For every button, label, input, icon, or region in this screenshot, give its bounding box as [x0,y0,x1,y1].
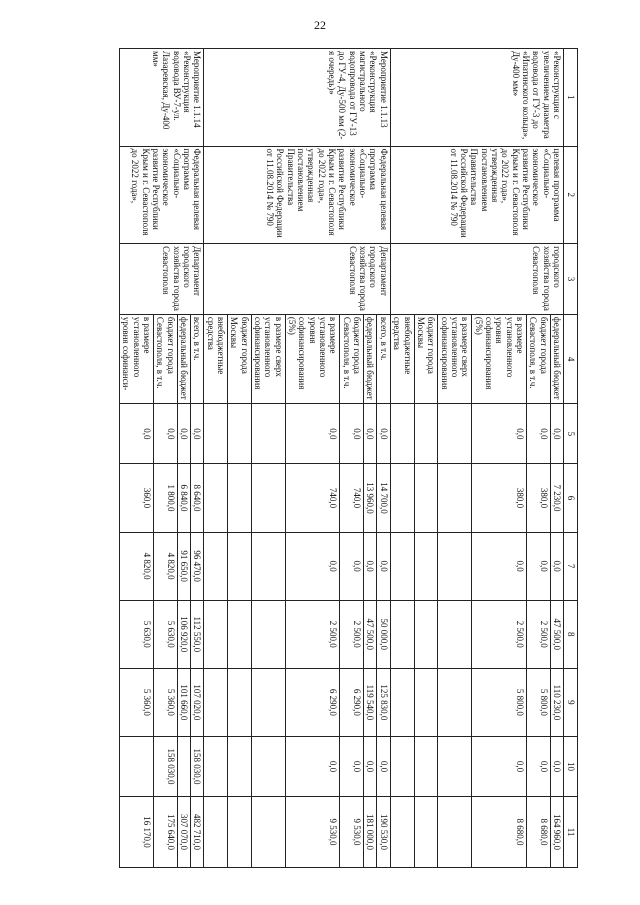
table-row [377,49,390,868]
funding-source-cell: бюджет города Москвы [228,314,252,404]
total-cell: 164 960,0 [550,797,563,868]
value-cell: 0,0 [153,404,177,464]
value-cell: 360,0 [119,464,153,532]
measure-name-cell: Мероприятие 1.1.14 «Реконструкция водовода ВУ-7-ул. Лазаревская, Ду-400 мм» [119,49,203,147]
executor-cell: городского хозяйства города Севастополя [390,244,563,315]
value-cell: 2 500,0 [285,600,340,668]
value-cell [438,600,472,668]
executor-cell: Департамент городского хозяйства города Севастополя [204,244,391,315]
program-cell: целевая программа «Социально-экономическое развитие Республики Крым и г. Севастополя до 2022 года», утвержденная постановлением Правительства Российской Федерации от 11.08.2014 № 790 [390,146,563,244]
value-cell [251,736,285,796]
funding-source-cell: в размере сверх установленного софинансирования [251,314,285,404]
column-number-row [564,49,578,868]
total-cell: 175 640,0 [153,797,177,868]
value-cell: 0,0 [364,404,377,464]
value-cell [228,600,252,668]
value-cell: 0,0 [472,404,527,464]
value-cell [390,532,414,600]
value-cell [438,736,472,796]
value-cell: 0,0 [550,404,563,464]
table-row [191,49,204,868]
value-cell: 110 230,0 [550,668,563,736]
table-body [119,49,563,868]
funding-source-cell: внебюджетные средства [204,314,228,404]
total-cell: 9 530,0 [340,797,364,868]
value-cell: 4 820,0 [119,532,153,600]
total-cell: 9 530,0 [285,797,340,868]
value-cell: 0,0 [119,404,153,464]
value-cell [228,404,252,464]
funding-source-cell: бюджет города Севастополя, в т.ч. [526,314,550,404]
value-cell [228,736,252,796]
value-cell: 380,0 [472,464,527,532]
value-cell: 0,0 [526,736,550,796]
value-cell [251,464,285,532]
funding-source-cell: бюджет города Севастополя, в т.ч. [340,314,364,404]
value-cell [414,668,438,736]
value-cell: 0,0 [377,736,390,796]
value-cell: 8 640,0 [191,464,204,532]
value-cell: 2 500,0 [340,600,364,668]
value-cell: 1 800,0 [153,464,177,532]
value-cell: 0,0 [472,532,527,600]
value-cell: 0,0 [526,532,550,600]
value-cell [177,736,190,796]
funding-source-cell: в размере установленного уровня софинансирования (5%) [285,314,340,404]
value-cell: 2 500,0 [472,600,527,668]
value-cell [390,736,414,796]
total-cell [390,797,414,868]
funding-source-cell: в размере сверх установленного софинансирования [438,314,472,404]
total-cell: 482 710,0 [191,797,204,868]
value-cell: 91 650,0 [177,532,190,600]
page-number: 22 [314,18,326,32]
value-cell: 0,0 [472,736,527,796]
value-cell: 2 500,0 [526,600,550,668]
value-cell: 0,0 [364,532,377,600]
value-cell: 119 540,0 [364,668,377,736]
value-cell: 50 000,0 [377,600,390,668]
value-cell: 158 030,0 [191,736,204,796]
value-cell [414,404,438,464]
value-cell [204,668,228,736]
value-cell [390,668,414,736]
value-cell: 5 800,0 [472,668,527,736]
column-number: 4 [564,314,578,404]
measure-name-cell: «Реконструкция с увеличением диаметра водовода от ГУ-3 до «Ипатинского кольца», Ду-400 мм» [390,49,563,147]
total-cell: 8 680,0 [472,797,527,868]
total-cell: 307 070,0 [177,797,190,868]
value-cell: 0,0 [191,404,204,464]
funding-source-cell: в размере установленного уровня софинанси- [119,314,153,404]
funding-source-cell: всего, в т.ч. [377,314,390,404]
column-number: 8 [564,600,578,668]
value-cell [228,668,252,736]
value-cell: 380,0 [526,464,550,532]
value-cell: 158 030,0 [153,736,177,796]
funding-source-cell: федеральный бюджет [550,314,563,404]
value-cell [204,464,228,532]
value-cell [228,532,252,600]
total-cell [251,797,285,868]
value-cell: 106 920,0 [177,600,190,668]
value-cell [390,600,414,668]
column-number: 7 [564,532,578,600]
value-cell: 740,0 [285,464,340,532]
column-number: 6 [564,464,578,532]
funding-source-cell: в размере установленного уровня софинансирования (5%) [472,314,527,404]
total-cell: 8 680,0 [526,797,550,868]
program-cell: Федеральная целевая программа «Социально-экономическое развитие Республики Крым и г. Севастополя до 2022 года», утвержденная постановлением Правительства Российской Федерации от 11.08.2014 № 790 [204,146,391,244]
value-cell: 0,0 [377,532,390,600]
value-cell [204,404,228,464]
funding-source-cell: федеральный бюджет [177,314,190,404]
funding-source-cell: внебюджетные средства [390,314,414,404]
column-number: 5 [564,404,578,464]
table-row [550,49,563,868]
column-number: 2 [564,146,578,244]
value-cell [251,404,285,464]
value-cell: 125 830,0 [377,668,390,736]
financing-table [119,48,578,868]
value-cell [414,464,438,532]
value-cell: 0,0 [377,404,390,464]
value-cell [390,404,414,464]
value-cell: 6 290,0 [340,668,364,736]
value-cell: 4 820,0 [153,532,177,600]
value-cell [438,404,472,464]
value-cell [228,464,252,532]
value-cell [414,532,438,600]
value-cell [438,532,472,600]
value-cell: 0,0 [285,532,340,600]
value-cell: 6 840,0 [177,464,190,532]
value-cell [204,532,228,600]
value-cell: 14 700,0 [377,464,390,532]
value-cell [204,600,228,668]
value-cell: 7 230,0 [550,464,563,532]
value-cell [414,736,438,796]
value-cell: 0,0 [177,404,190,464]
value-cell [251,668,285,736]
value-cell: 0,0 [364,736,377,796]
total-cell: 181 000,0 [364,797,377,868]
value-cell: 5 360,0 [153,668,177,736]
column-number: 1 [564,49,578,147]
value-cell: 47 500,0 [550,600,563,668]
total-cell: 190 530,0 [377,797,390,868]
funding-source-cell: бюджет города Севастополя, в т.ч. [153,314,177,404]
value-cell: 0,0 [285,736,340,796]
value-cell [438,668,472,736]
column-number: 3 [564,244,578,315]
value-cell [414,600,438,668]
value-cell: 0,0 [550,532,563,600]
column-number: 10 [564,736,578,796]
total-cell [204,797,228,868]
value-cell [204,736,228,796]
funding-source-cell: бюджет города Москвы [414,314,438,404]
total-cell [414,797,438,868]
value-cell: 0,0 [550,736,563,796]
total-cell [228,797,252,868]
value-cell: 0,0 [340,404,364,464]
column-number: 11 [564,797,578,868]
value-cell: 0,0 [526,404,550,464]
value-cell [251,532,285,600]
value-cell: 101 660,0 [177,668,190,736]
value-cell [438,464,472,532]
value-cell: 5 800,0 [526,668,550,736]
measure-name-cell: Мероприятие 1.1.13 «Реконструкция магистрального водопровода от ГУ-13 до ГУ-4, Ду-500 мм (2-я очередь)» [204,49,391,147]
funding-source-cell: федеральный бюджет [364,314,377,404]
column-number: 9 [564,668,578,736]
value-cell: 740,0 [340,464,364,532]
value-cell: 5 360,0 [119,668,153,736]
value-cell: 0,0 [340,736,364,796]
value-cell [390,464,414,532]
executor-cell: Департамент городского хозяйства города Севастополя [119,244,203,315]
value-cell: 107 020,0 [191,668,204,736]
funding-source-cell: всего, в т.ч. [191,314,204,404]
value-cell: 112 550,0 [191,600,204,668]
value-cell: 13 960,0 [364,464,377,532]
value-cell: 0,0 [285,404,340,464]
value-cell: 5 630,0 [119,600,153,668]
value-cell: 6 290,0 [285,668,340,736]
total-cell: 16 170,0 [119,797,153,868]
value-cell: 47 500,0 [364,600,377,668]
rotated-table-container [88,48,578,868]
value-cell: 96 470,0 [191,532,204,600]
value-cell: 0,0 [340,532,364,600]
value-cell: 5 630,0 [153,600,177,668]
value-cell [119,736,153,796]
value-cell [251,600,285,668]
program-cell: Федеральная целевая программа «Социально-экономическое развитие Республики Крым и г. Севастополя до 2022 года», [119,146,203,244]
total-cell [438,797,472,868]
